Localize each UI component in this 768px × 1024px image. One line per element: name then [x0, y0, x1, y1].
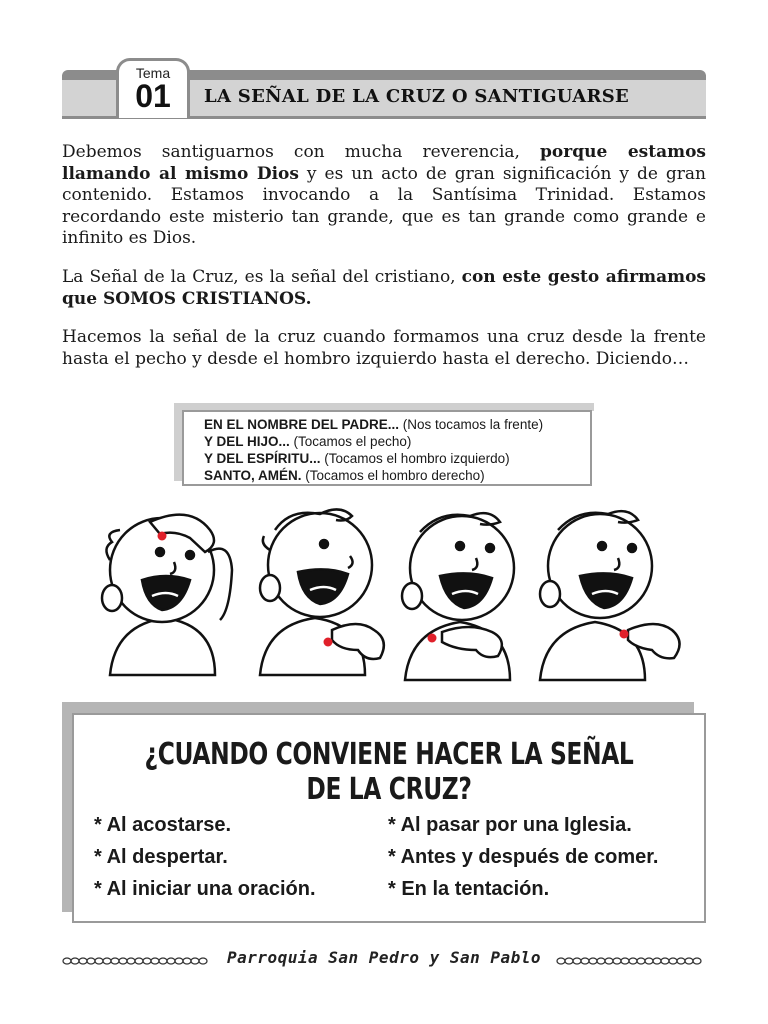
- kid-chest-illustration: [260, 509, 384, 675]
- paragraph-bold: con este gesto afirmamos que SOMOS CRISTIANOS.: [62, 267, 706, 309]
- prayer-line: [204, 450, 590, 467]
- chain-ornament-icon: [62, 957, 212, 965]
- paragraph-text: Debemos santiguarnos con mucha reverencia,: [62, 142, 541, 162]
- list-item: * Al iniciar una oración.: [94, 878, 316, 900]
- parish-name: Parroquia San Pedro y San Pablo: [226, 948, 542, 967]
- paragraph-text: y es un acto de gran significación y de gran contenido. Estamos invocando a la Santísima Trinidad. Estamos recordando este misterio tan grande, que es tan grande como grande e infinito es Dios.: [62, 163, 706, 248]
- prayer-words: Y DEL HIJO...: [204, 434, 290, 449]
- chain-ornament-icon: [556, 957, 706, 965]
- prayer-line: [204, 416, 590, 433]
- when-title: ¿CUANDO CONVIENE HACER LA SEÑAL DE LA CRUZ?: [144, 737, 634, 807]
- prayer-box: [182, 410, 592, 486]
- prayer-box-shadow: [174, 403, 182, 481]
- paragraph-text: La Señal de la Cruz, es la señal del cristiano,: [62, 267, 462, 287]
- list-item: * Al acostarse.: [94, 814, 232, 836]
- topic-header: [62, 58, 706, 120]
- prayer-words: EN EL NOMBRE DEL PADRE...: [204, 417, 400, 432]
- prayer-gesture: (Nos tocamos la frente): [399, 417, 544, 432]
- prayer-words: Y DEL ESPÍRITU...: [204, 451, 321, 466]
- topic-label: Tema: [135, 65, 171, 81]
- prayer-gesture: (Tocamos el hombro derecho): [301, 468, 485, 483]
- kid-left-shoulder-illustration: [402, 513, 514, 680]
- topic-tab: [116, 58, 190, 118]
- prayer-gesture: (Tocamos el pecho): [289, 434, 412, 449]
- footer: [62, 946, 706, 976]
- topic-number: 01: [135, 78, 171, 114]
- kid-forehead-illustration: [102, 515, 232, 675]
- list-item: * Al despertar.: [94, 846, 228, 868]
- paragraph-reverence: [62, 142, 706, 250]
- list-item: * En la tentación.: [388, 878, 550, 900]
- page-title: LA SEÑAL DE LA CRUZ O SANTIGUARSE: [204, 86, 630, 107]
- list-item: * Antes y después de comer.: [388, 846, 659, 868]
- list-item: * Al pasar por una Iglesia.: [388, 814, 632, 836]
- prayer-line: [204, 433, 590, 450]
- prayer-line: [204, 467, 590, 484]
- prayer-gesture: (Tocamos el hombro izquierdo): [320, 451, 510, 466]
- kids-illustration: [90, 500, 690, 690]
- prayer-words: SANTO, AMÉN.: [204, 468, 302, 483]
- paragraph-bold: porque estamos llamando al mismo Dios: [62, 142, 706, 184]
- when-box: [72, 713, 706, 923]
- paragraph-how-to: [62, 327, 706, 370]
- kid-right-shoulder-illustration: [540, 511, 680, 680]
- paragraph-text: Hacemos la señal de la cruz cuando formamos una cruz desde la frente hasta el pecho y desde el hombro izquierdo hasta el derecho. Diciendo…: [62, 327, 706, 369]
- when-list-right: [388, 809, 658, 905]
- when-list-left: [94, 809, 316, 905]
- paragraph-christian-sign: [62, 267, 706, 310]
